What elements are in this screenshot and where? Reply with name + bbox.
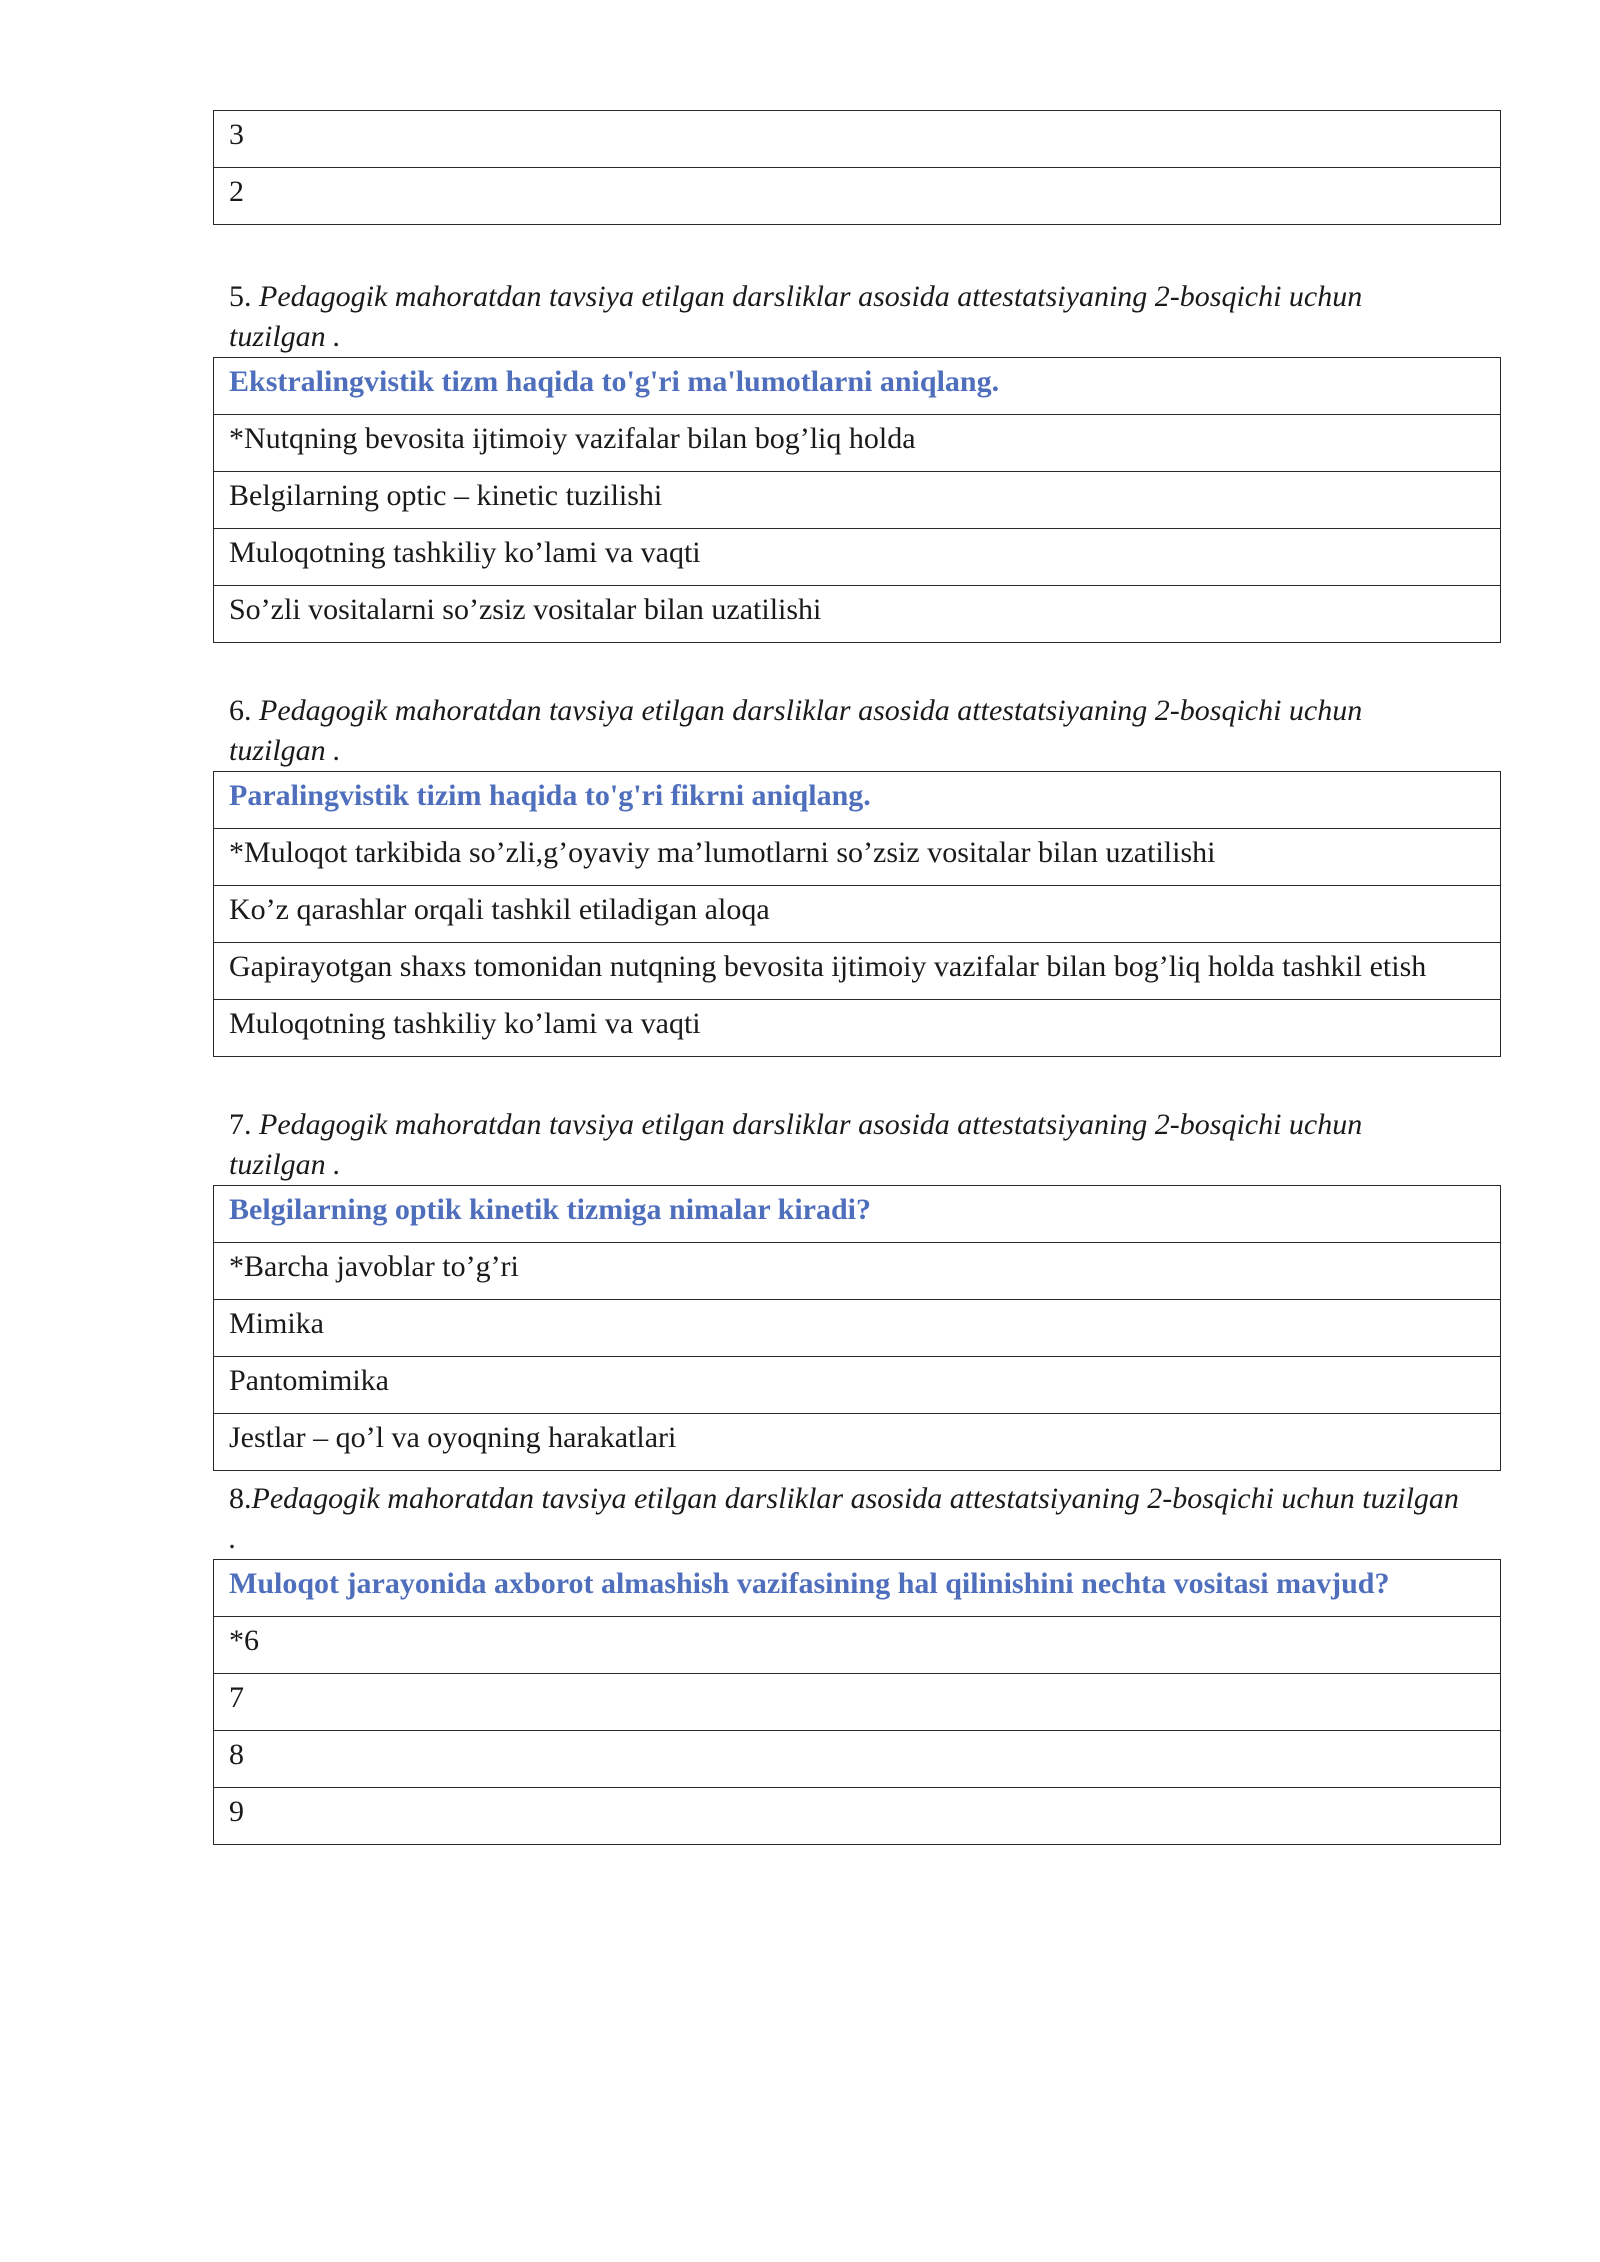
question-7-title <box>213 1105 1501 1185</box>
table-row <box>214 586 1501 643</box>
question-prompt: Pedagogik mahoratdan tavsiya etilgan darsliklar asosida attestatsiyaning 2-bosqichi uchun tuzilgan . <box>229 694 1363 767</box>
question-6-title <box>213 691 1501 771</box>
table-row <box>214 168 1501 225</box>
answer-option: 7 <box>214 1674 1501 1731</box>
table-row <box>214 1560 1501 1617</box>
question-number: 6. <box>229 694 252 727</box>
table-row <box>214 1617 1501 1674</box>
question-heading: Ekstralingvistik tizm haqida to'g'ri ma'lumotlarni aniqlang. <box>214 358 1501 415</box>
question-5-table <box>213 357 1501 643</box>
table-row <box>214 943 1501 1000</box>
question-heading: Belgilarning optik kinetik tizmiga nimalar kiradi? <box>214 1186 1501 1243</box>
answer-option: Pantomimika <box>214 1357 1501 1414</box>
table-row <box>214 1300 1501 1357</box>
table-row <box>214 772 1501 829</box>
table-row <box>214 1357 1501 1414</box>
table-row <box>214 886 1501 943</box>
table-cell: 3 <box>214 111 1501 168</box>
table-row <box>214 1186 1501 1243</box>
table-row <box>214 1243 1501 1300</box>
table-row <box>214 1731 1501 1788</box>
question-8-table <box>213 1559 1501 1845</box>
answer-option: *6 <box>214 1617 1501 1674</box>
answer-table-top <box>213 110 1501 225</box>
table-row <box>214 829 1501 886</box>
table-row <box>214 1414 1501 1471</box>
table-row <box>214 111 1501 168</box>
answer-option: So’zli vositalarni so’zsiz vositalar bilan uzatilishi <box>214 586 1501 643</box>
answer-option: Muloqotning tashkiliy ko’lami va vaqti <box>214 1000 1501 1057</box>
table-row <box>214 358 1501 415</box>
answer-option: *Barcha javoblar to’g’ri <box>214 1243 1501 1300</box>
answer-option: Belgilarning optic – kinetic tuzilishi <box>214 472 1501 529</box>
question-heading: Paralingvistik tizim haqida to'g'ri fikrni aniqlang. <box>214 772 1501 829</box>
question-heading: Muloqot jarayonida axborot almashish vazifasining hal qilinishini nechta vositasi mavjud? <box>214 1560 1501 1617</box>
question-6-table <box>213 771 1501 1057</box>
answer-option: Jestlar – qo’l va oyoqning harakatlari <box>214 1414 1501 1471</box>
question-number: 8. <box>229 1482 252 1515</box>
answer-option: *Muloqot tarkibida so’zli,g’oyaviy ma’lumotlarni so’zsiz vositalar bilan uzatilishi <box>214 829 1501 886</box>
answer-option: Muloqotning tashkiliy ko’lami va vaqti <box>214 529 1501 586</box>
question-prompt: Pedagogik mahoratdan tavsiya etilgan darsliklar asosida attestatsiyaning 2-bosqichi uchun tuzilgan . <box>229 1482 1459 1555</box>
answer-option: Ko’z qarashlar orqali tashkil etiladigan aloqa <box>214 886 1501 943</box>
question-7-table <box>213 1185 1501 1471</box>
table-row <box>214 1674 1501 1731</box>
question-8-title <box>213 1479 1501 1559</box>
question-number: 5. <box>229 280 252 313</box>
question-5-title <box>213 277 1501 357</box>
table-row <box>214 1788 1501 1845</box>
question-prompt: Pedagogik mahoratdan tavsiya etilgan darsliklar asosida attestatsiyaning 2-bosqichi uchun tuzilgan . <box>229 280 1363 353</box>
table-row <box>214 415 1501 472</box>
document-page <box>213 110 1501 1845</box>
answer-option: 8 <box>214 1731 1501 1788</box>
table-cell: 2 <box>214 168 1501 225</box>
question-number: 7. <box>229 1108 252 1141</box>
answer-option: Gapirayotgan shaxs tomonidan nutqning bevosita ijtimoiy vazifalar bilan bog’liq holda tashkil etish <box>214 943 1501 1000</box>
table-row <box>214 1000 1501 1057</box>
table-row <box>214 472 1501 529</box>
answer-option: *Nutqning bevosita ijtimoiy vazifalar bilan bog’liq holda <box>214 415 1501 472</box>
answer-option: 9 <box>214 1788 1501 1845</box>
answer-option: Mimika <box>214 1300 1501 1357</box>
table-row <box>214 529 1501 586</box>
question-prompt: Pedagogik mahoratdan tavsiya etilgan darsliklar asosida attestatsiyaning 2-bosqichi uchun tuzilgan . <box>229 1108 1363 1181</box>
